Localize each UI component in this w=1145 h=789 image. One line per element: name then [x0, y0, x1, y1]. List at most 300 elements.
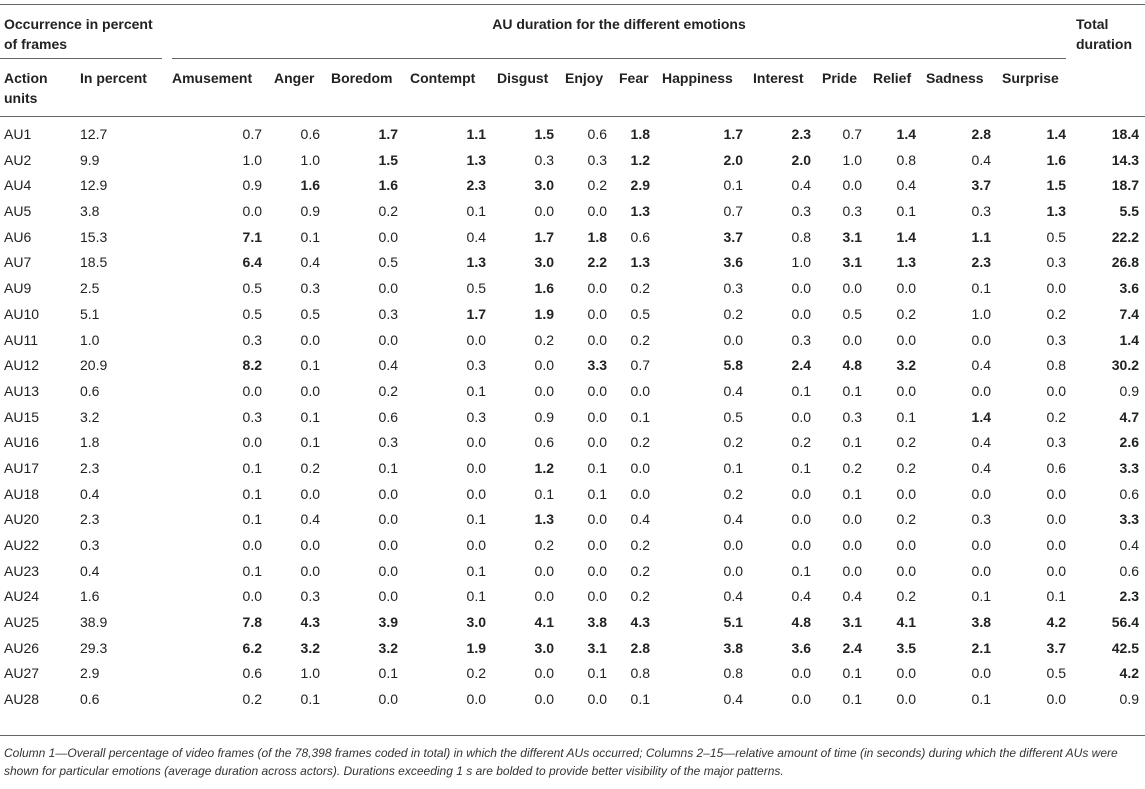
- duration-cell: 0.5: [1046, 665, 1066, 682]
- duration-cell: 0.5: [1046, 228, 1066, 245]
- duration-cell: 0.3: [300, 588, 320, 605]
- table-row: [0, 405, 1145, 431]
- duration-cell: 0.8: [791, 228, 811, 245]
- duration-cell: 0.0: [1046, 485, 1066, 502]
- duration-cell: 0.0: [1046, 562, 1066, 579]
- emotion-header-amusement: Amusement: [172, 70, 253, 86]
- duration-cell: 1.1: [466, 126, 486, 142]
- duration-cell: 3.2: [378, 639, 398, 656]
- duration-cell: 0.0: [242, 588, 262, 605]
- duration-cell: 0.3: [723, 280, 743, 297]
- duration-cell: 0.2: [300, 459, 320, 476]
- duration-cell: 0.3: [971, 511, 991, 528]
- duration-cell: 0.1: [300, 357, 320, 374]
- emotion-header-interest: Interest: [753, 70, 804, 86]
- duration-cell: 0.1: [534, 485, 554, 502]
- total-duration-cell: 56.4: [1111, 614, 1139, 631]
- duration-cell: 0.0: [842, 331, 862, 348]
- duration-cell: 0.3: [971, 203, 991, 220]
- duration-cell: 0.2: [630, 434, 650, 451]
- duration-cell: 3.1: [842, 228, 862, 245]
- action-unit-cell: AU12: [4, 357, 40, 374]
- duration-cell: 4.3: [300, 614, 320, 631]
- emotion-header-enjoy: Enjoy: [565, 70, 604, 86]
- total-duration-cell: 0.6: [1119, 562, 1139, 579]
- duration-cell: 0.1: [466, 382, 486, 399]
- duration-cell: 1.9: [466, 639, 486, 656]
- action-unit-cell: AU16: [4, 434, 40, 451]
- duration-cell: 3.0: [466, 614, 486, 631]
- duration-cell: 0.4: [791, 588, 811, 605]
- duration-cell: 0.2: [630, 537, 650, 553]
- duration-cell: 1.2: [630, 151, 650, 168]
- duration-cell: 2.1: [971, 639, 991, 656]
- duration-cell: 4.1: [896, 614, 916, 631]
- percent-cell: 2.9: [80, 665, 100, 682]
- action-unit-cell: AU13: [4, 382, 40, 399]
- percent-cell: 38.9: [80, 614, 108, 631]
- total-duration-cell: 7.4: [1119, 305, 1139, 322]
- duration-cell: 0.0: [587, 562, 607, 579]
- duration-cell: 0.1: [466, 588, 486, 605]
- occurrence-header: Occurrence in percent of frames: [4, 16, 153, 52]
- duration-cell: 4.8: [842, 357, 862, 374]
- duration-cell: 0.0: [378, 331, 398, 348]
- duration-cell: 0.1: [842, 485, 862, 502]
- duration-cell: 0.2: [723, 434, 743, 451]
- duration-cell: 0.0: [896, 537, 916, 553]
- action-unit-cell: AU23: [4, 562, 40, 579]
- duration-cell: 0.2: [896, 588, 916, 605]
- duration-cell: 0.0: [242, 537, 262, 553]
- duration-cell: 0.4: [630, 511, 650, 528]
- action-unit-cell: AU2: [4, 151, 32, 168]
- duration-cell: 2.2: [587, 254, 607, 271]
- duration-cell: 0.0: [378, 691, 398, 708]
- duration-cell: 0.2: [723, 485, 743, 502]
- table-row: [0, 456, 1145, 482]
- duration-cell: 0.0: [1046, 382, 1066, 399]
- duration-cell: 0.8: [1046, 357, 1066, 374]
- duration-cell: 0.2: [1046, 305, 1066, 322]
- duration-cell: 0.0: [1046, 511, 1066, 528]
- action-unit-cell: AU5: [4, 203, 32, 220]
- percent-cell: 12.9: [80, 177, 108, 194]
- duration-cell: 0.1: [587, 459, 607, 476]
- total-duration-cell: 1.4: [1119, 331, 1139, 348]
- duration-cell: 0.4: [791, 177, 811, 194]
- duration-cell: 0.1: [723, 177, 743, 194]
- duration-cell: 0.4: [971, 434, 991, 451]
- duration-cell: 0.1: [842, 691, 862, 708]
- percent-cell: 0.4: [80, 562, 100, 579]
- duration-cell: 0.0: [534, 203, 554, 220]
- total-duration-cell: 30.2: [1111, 357, 1139, 374]
- table-row: [0, 148, 1145, 174]
- duration-cell: 0.0: [587, 280, 607, 297]
- duration-cell: 0.3: [466, 408, 486, 425]
- duration-cell: 0.0: [971, 665, 991, 682]
- action-unit-cell: AU20: [4, 511, 40, 528]
- duration-cell: 1.3: [630, 254, 650, 271]
- duration-cell: 0.6: [242, 665, 262, 682]
- duration-cell: 1.2: [534, 459, 554, 476]
- duration-cell: 0.2: [842, 459, 862, 476]
- duration-cell: 0.0: [896, 382, 916, 399]
- duration-cell: 0.3: [791, 331, 811, 348]
- percent-cell: 1.8: [80, 434, 100, 451]
- duration-cell: 0.4: [971, 459, 991, 476]
- duration-cell: 0.6: [587, 126, 607, 142]
- duration-cell: 0.0: [534, 382, 554, 399]
- table-row: [0, 661, 1145, 687]
- duration-cell: 0.1: [971, 280, 991, 297]
- percent-cell: 2.5: [80, 280, 100, 297]
- duration-cell: 0.0: [791, 537, 811, 553]
- duration-cell: 0.3: [587, 151, 607, 168]
- duration-cell: 0.1: [378, 665, 398, 682]
- duration-cell: 0.5: [242, 280, 262, 297]
- duration-cell: 1.7: [534, 228, 554, 245]
- duration-cell: 0.5: [466, 280, 486, 297]
- emotion-header-pride: Pride: [822, 70, 858, 86]
- duration-cell: 7.1: [242, 228, 262, 245]
- duration-cell: 0.0: [723, 537, 743, 553]
- duration-cell: 3.1: [842, 254, 862, 271]
- group-title: AU duration for the different emotions: [492, 16, 746, 32]
- duration-cell: 0.0: [791, 665, 811, 682]
- duration-cell: 3.2: [300, 639, 320, 656]
- emotion-header-contempt: Contempt: [410, 70, 476, 86]
- duration-cell: 0.3: [242, 408, 262, 425]
- header-rule-left: [0, 58, 162, 59]
- duration-cell: 0.2: [896, 459, 916, 476]
- duration-cell: 0.4: [723, 511, 743, 528]
- table-row: [0, 584, 1145, 610]
- duration-cell: 0.0: [242, 434, 262, 451]
- percent-cell: 0.6: [80, 691, 100, 708]
- duration-cell: 5.1: [723, 614, 743, 631]
- duration-cell: 0.0: [466, 537, 486, 553]
- duration-cell: 3.1: [842, 614, 862, 631]
- action-unit-cell: AU11: [4, 331, 38, 348]
- action-unit-cell: AU9: [4, 280, 32, 297]
- duration-cell: 1.0: [791, 254, 811, 271]
- table-body: [0, 122, 1145, 713]
- total-duration-cell: 0.6: [1119, 485, 1139, 502]
- duration-cell: 0.0: [791, 485, 811, 502]
- duration-cell: 1.0: [300, 665, 320, 682]
- duration-cell: 0.0: [791, 691, 811, 708]
- duration-cell: 0.0: [842, 562, 862, 579]
- duration-cell: 0.6: [300, 126, 320, 142]
- duration-cell: 1.4: [971, 408, 991, 425]
- duration-cell: 4.1: [534, 614, 554, 631]
- duration-cell: 0.1: [242, 485, 262, 502]
- duration-cell: 8.2: [242, 357, 262, 374]
- percent-cell: 15.3: [80, 228, 108, 245]
- percent-cell: 0.4: [80, 485, 100, 502]
- duration-cell: 0.0: [466, 691, 486, 708]
- table-row: [0, 122, 1145, 148]
- duration-cell: 1.0: [842, 151, 862, 168]
- duration-cell: 0.0: [630, 382, 650, 399]
- duration-cell: 0.2: [896, 305, 916, 322]
- total-duration-cell: 3.3: [1119, 459, 1139, 476]
- duration-cell: 1.5: [378, 151, 398, 168]
- duration-cell: 2.8: [971, 126, 991, 142]
- table-row: [0, 507, 1145, 533]
- duration-cell: 0.1: [842, 434, 862, 451]
- table-row: [0, 353, 1145, 379]
- duration-cell: 0.0: [534, 691, 554, 708]
- emotion-header-relief: Relief: [873, 70, 912, 86]
- duration-cell: 0.0: [300, 331, 320, 348]
- duration-cell: 0.1: [630, 408, 650, 425]
- in-percent-header: In percent: [80, 70, 147, 86]
- duration-cell: 0.0: [300, 382, 320, 399]
- duration-cell: 0.7: [723, 203, 743, 220]
- duration-cell: 0.0: [630, 459, 650, 476]
- duration-cell: 0.1: [1046, 588, 1066, 605]
- table-row: [0, 482, 1145, 508]
- duration-cell: 0.2: [630, 331, 650, 348]
- duration-cell: 0.0: [1046, 537, 1066, 553]
- duration-cell: 0.1: [971, 588, 991, 605]
- duration-cell: 0.0: [723, 331, 743, 348]
- duration-cell: 0.1: [300, 434, 320, 451]
- duration-cell: 0.9: [534, 408, 554, 425]
- duration-cell: 0.2: [896, 434, 916, 451]
- duration-cell: 0.3: [242, 331, 262, 348]
- table-row: [0, 533, 1145, 559]
- table-row: [0, 559, 1145, 585]
- duration-cell: 3.3: [587, 357, 607, 374]
- table-row: [0, 302, 1145, 328]
- duration-cell: 0.0: [466, 331, 486, 348]
- duration-cell: 1.6: [300, 177, 320, 194]
- action-unit-cell: AU26: [4, 639, 40, 656]
- duration-cell: 2.8: [630, 639, 650, 656]
- duration-cell: 0.0: [842, 177, 862, 194]
- total-duration-cell: 26.8: [1111, 254, 1139, 271]
- table-row: [0, 328, 1145, 354]
- total-duration-cell: 4.7: [1119, 408, 1139, 425]
- table-row: [0, 199, 1145, 225]
- duration-cell: 0.5: [242, 305, 262, 322]
- duration-cell: 0.0: [587, 331, 607, 348]
- percent-cell: 29.3: [80, 639, 108, 656]
- duration-cell: 0.0: [1046, 280, 1066, 297]
- duration-cell: 0.0: [534, 357, 554, 374]
- duration-cell: 0.1: [723, 459, 743, 476]
- duration-cell: 0.2: [534, 331, 554, 348]
- duration-cell: 0.4: [300, 254, 320, 271]
- action-unit-cell: AU7: [4, 254, 32, 271]
- table-row: [0, 379, 1145, 405]
- duration-cell: 0.0: [534, 665, 554, 682]
- duration-cell: 2.0: [723, 151, 743, 168]
- duration-cell: 4.3: [630, 614, 650, 631]
- duration-cell: 0.4: [971, 151, 991, 168]
- duration-cell: 0.5: [378, 254, 398, 271]
- total-duration-cell: 18.4: [1111, 126, 1139, 142]
- duration-cell: 0.2: [630, 280, 650, 297]
- duration-cell: 2.3: [971, 254, 991, 271]
- duration-cell: 0.0: [466, 485, 486, 502]
- duration-cell: 1.8: [587, 228, 607, 245]
- duration-cell: 0.1: [378, 459, 398, 476]
- duration-cell: 7.8: [242, 614, 262, 631]
- duration-cell: 4.2: [1046, 614, 1066, 631]
- duration-cell: 0.4: [466, 228, 486, 245]
- duration-cell: 3.1: [587, 639, 607, 656]
- top-rule: [0, 4, 1145, 5]
- duration-cell: 0.0: [723, 562, 743, 579]
- duration-cell: 1.4: [896, 228, 916, 245]
- duration-cell: 0.0: [466, 459, 486, 476]
- duration-cell: 0.8: [630, 665, 650, 682]
- duration-cell: 0.3: [842, 203, 862, 220]
- duration-cell: 0.0: [971, 382, 991, 399]
- duration-cell: 0.0: [971, 562, 991, 579]
- table-row: [0, 610, 1145, 636]
- duration-cell: 0.1: [587, 665, 607, 682]
- total-duration-cell: 3.3: [1119, 511, 1139, 528]
- duration-cell: 0.2: [896, 511, 916, 528]
- total-duration-cell: 42.5: [1111, 639, 1139, 656]
- duration-cell: 0.0: [842, 280, 862, 297]
- percent-cell: 2.3: [80, 511, 100, 528]
- duration-cell: 1.8: [630, 126, 650, 142]
- total-duration-cell: 0.9: [1119, 382, 1139, 399]
- duration-cell: 3.9: [378, 614, 398, 631]
- duration-cell: 4.8: [791, 614, 811, 631]
- emotion-header-disgust: Disgust: [497, 70, 549, 86]
- percent-cell: 3.2: [80, 408, 100, 425]
- duration-cell: 0.9: [242, 177, 262, 194]
- duration-cell: 0.0: [587, 434, 607, 451]
- emotion-header-boredom: Boredom: [331, 70, 393, 86]
- duration-cell: 0.1: [466, 511, 486, 528]
- duration-cell: 1.6: [1046, 151, 1066, 168]
- action-unit-cell: AU18: [4, 485, 40, 502]
- duration-cell: 1.5: [534, 126, 554, 142]
- duration-cell: 0.2: [630, 562, 650, 579]
- duration-cell: 0.1: [896, 203, 916, 220]
- duration-cell: 0.0: [842, 511, 862, 528]
- duration-cell: 1.4: [896, 126, 916, 142]
- duration-cell: 1.3: [896, 254, 916, 271]
- duration-cell: 0.9: [300, 203, 320, 220]
- duration-cell: 0.0: [466, 434, 486, 451]
- total-duration-cell: 18.7: [1111, 177, 1139, 194]
- duration-cell: 0.2: [587, 177, 607, 194]
- duration-cell: 0.5: [723, 408, 743, 425]
- duration-cell: 0.2: [378, 203, 398, 220]
- action-unit-cell: AU28: [4, 691, 40, 708]
- duration-cell: 0.0: [378, 228, 398, 245]
- duration-cell: 1.7: [378, 126, 398, 142]
- duration-cell: 0.7: [842, 126, 862, 142]
- total-duration-header: Total duration: [1076, 16, 1132, 52]
- duration-cell: 0.5: [842, 305, 862, 322]
- duration-cell: 0.0: [300, 485, 320, 502]
- duration-cell: 0.3: [1046, 254, 1066, 271]
- duration-cell: 0.3: [791, 203, 811, 220]
- duration-cell: 1.6: [378, 177, 398, 194]
- duration-cell: 0.0: [896, 485, 916, 502]
- duration-cell: 0.7: [630, 357, 650, 374]
- action-unit-cell: AU27: [4, 665, 40, 682]
- table-row: [0, 250, 1145, 276]
- duration-cell: 0.0: [587, 382, 607, 399]
- duration-cell: 0.6: [534, 434, 554, 451]
- action-units-header: Action units: [4, 70, 48, 106]
- duration-cell: 0.0: [630, 485, 650, 502]
- action-unit-cell: AU22: [4, 537, 40, 553]
- duration-cell: 0.4: [896, 177, 916, 194]
- duration-cell: 0.0: [587, 511, 607, 528]
- duration-cell: 0.4: [378, 357, 398, 374]
- duration-cell: 0.4: [723, 382, 743, 399]
- header-bottom-rule: [0, 116, 1145, 117]
- total-duration-cell: 14.3: [1111, 151, 1139, 168]
- duration-cell: 0.1: [791, 382, 811, 399]
- total-duration-cell: 3.6: [1119, 280, 1139, 297]
- table-row: [0, 430, 1145, 456]
- duration-cell: 0.1: [242, 511, 262, 528]
- duration-cell: 1.0: [300, 151, 320, 168]
- duration-cell: 0.1: [791, 459, 811, 476]
- emotion-header-anger: Anger: [274, 70, 315, 86]
- duration-cell: 0.0: [587, 588, 607, 605]
- emotion-header-sadness: Sadness: [926, 70, 984, 86]
- duration-cell: 3.8: [587, 614, 607, 631]
- duration-cell: 0.1: [587, 485, 607, 502]
- percent-cell: 18.5: [80, 254, 108, 271]
- duration-cell: 0.0: [896, 562, 916, 579]
- percent-cell: 5.1: [80, 305, 100, 322]
- duration-cell: 0.1: [300, 691, 320, 708]
- duration-cell: 0.1: [842, 382, 862, 399]
- duration-cell: 0.0: [971, 331, 991, 348]
- duration-cell: 0.7: [242, 126, 262, 142]
- duration-cell: 0.4: [971, 357, 991, 374]
- total-duration-cell: 5.5: [1119, 203, 1139, 220]
- duration-cell: 1.3: [466, 254, 486, 271]
- duration-cell: 3.8: [971, 614, 991, 631]
- duration-cell: 0.0: [842, 537, 862, 553]
- percent-cell: 20.9: [80, 357, 108, 374]
- percent-cell: 1.6: [80, 588, 100, 605]
- emotion-header-surprise: Surprise: [1002, 70, 1059, 86]
- duration-cell: 0.2: [534, 537, 554, 553]
- percent-cell: 3.8: [80, 203, 100, 220]
- action-unit-cell: AU1: [4, 126, 32, 142]
- action-unit-cell: AU24: [4, 588, 40, 605]
- duration-cell: 0.0: [378, 280, 398, 297]
- action-unit-cell: AU4: [4, 177, 32, 194]
- duration-cell: 2.9: [630, 177, 650, 194]
- emotion-header-happiness: Happiness: [662, 70, 733, 86]
- duration-cell: 0.0: [896, 665, 916, 682]
- duration-cell: 0.2: [378, 382, 398, 399]
- duration-cell: 0.0: [300, 537, 320, 553]
- duration-cell: 1.4: [1046, 126, 1066, 142]
- duration-cell: 0.0: [791, 511, 811, 528]
- duration-cell: 1.7: [466, 305, 486, 322]
